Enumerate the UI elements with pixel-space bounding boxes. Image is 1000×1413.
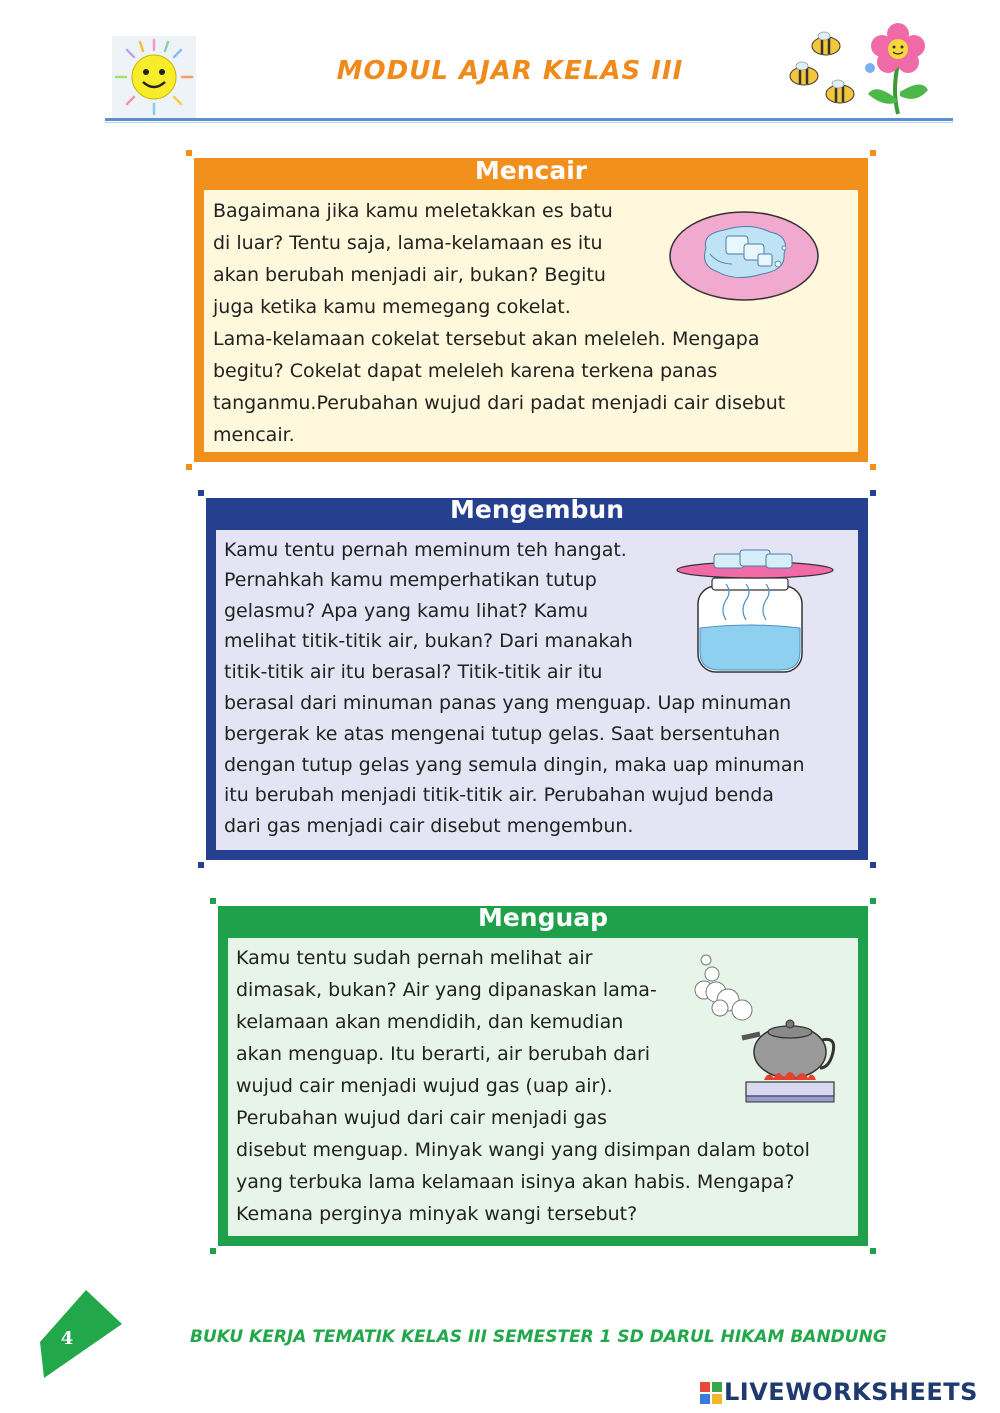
kettle-on-stove-illustration [690, 952, 838, 1120]
paragraph-line: disebut menguap. Minyak wangi yang disimpan dalam botol [236, 1139, 810, 1161]
paragraph-line: dengan tutup gelas yang semula dingin, maka uap minuman [224, 754, 805, 776]
liveworksheets-logo-icon [700, 1382, 722, 1404]
section-title: Menguap [477, 903, 609, 932]
section-title: Mengembun [449, 495, 625, 524]
melting-ice-plate-illustration [666, 204, 822, 304]
paragraph-line: dari gas menjadi cair disebut mengembun. [224, 815, 634, 837]
paragraph-line: itu berubah menjadi titik-titik air. Perubahan wujud benda [224, 784, 774, 806]
footer-title: BUKU KERJA TEMATIK KELAS III SEMESTER 1 SD DARUL HIKAM BANDUNG [190, 1327, 887, 1347]
corner-dot [210, 1248, 216, 1254]
paragraph-line: kelamaan akan mendidih, dan kemudian [236, 1011, 624, 1033]
section-title: Mencair [474, 156, 588, 185]
paragraph-line: akan berubah menjadi air, bukan? Begitu [213, 264, 606, 286]
page-number: 4 [60, 1328, 74, 1349]
paragraph-line: bergerak ke atas mengenai tutup gelas. Saat bersentuhan [224, 723, 781, 745]
header-divider-light [105, 122, 953, 123]
paragraph-line: akan menguap. Itu berarti, air berubah dari [236, 1043, 651, 1065]
jar-with-ice-lid-illustration [676, 548, 834, 676]
section-card-mencair [186, 150, 876, 470]
paragraph-line: mencair. [213, 424, 295, 446]
liveworksheets-brand[interactable] [700, 1376, 995, 1410]
paragraph-line: tanganmu.Perubahan wujud dari padat menjadi cair disebut [213, 392, 786, 414]
section-card-menguap [210, 898, 876, 1254]
paragraph-line: Perubahan wujud dari cair menjadi gas [236, 1107, 607, 1129]
paragraph-line: Bagaimana jika kamu meletakkan es batu [213, 200, 613, 222]
paragraph-line: Kemana perginya minyak wangi tersebut? [236, 1203, 638, 1225]
liveworksheets-wordmark: LIVEWORKSHEETS [724, 1378, 978, 1406]
corner-dot [870, 1248, 876, 1254]
corner-dot [186, 464, 192, 470]
paragraph-line: dimasak, bukan? Air yang dipanaskan lama- [236, 979, 657, 1001]
header-divider [105, 118, 953, 121]
paragraph-line: Lama-kelamaan cokelat tersebut akan meleleh. Mengapa [213, 328, 760, 350]
paragraph-line: juga ketika kamu memegang cokelat. [213, 296, 571, 318]
corner-dot [870, 862, 876, 868]
paragraph-line: titik-titik air itu berasal? Titik-titik air itu [224, 661, 603, 683]
page-header-title: MODUL AJAR KELAS III [336, 56, 684, 86]
paragraph-line: begitu? Cokelat dapat meleleh karena terkena panas [213, 360, 718, 382]
paragraph-line: Kamu tentu pernah meminum teh hangat. [224, 539, 627, 561]
paragraph-line: wujud cair menjadi wujud gas (uap air). [236, 1075, 613, 1097]
corner-dot [198, 862, 204, 868]
paragraph-line: Pernahkah kamu memperhatikan tutup [224, 569, 597, 591]
paragraph-line: gelasmu? Apa yang kamu lihat? Kamu [224, 600, 589, 622]
section-card-mengembun [198, 490, 876, 868]
bees-and-flower-icon [780, 20, 930, 116]
paragraph-line: berasal dari minuman panas yang menguap. Uap minuman [224, 692, 792, 714]
sun-icon [112, 36, 196, 118]
paragraph-line: melihat titik-titik air, bukan? Dari manakah [224, 630, 633, 652]
paragraph-line: di luar? Tentu saja, lama-kelamaan es itu [213, 232, 603, 254]
corner-dot [870, 464, 876, 470]
paragraph-line: yang terbuka lama kelamaan isinya akan habis. Mengapa? [236, 1171, 795, 1193]
paragraph-line: Kamu tentu sudah pernah melihat air [236, 947, 593, 969]
